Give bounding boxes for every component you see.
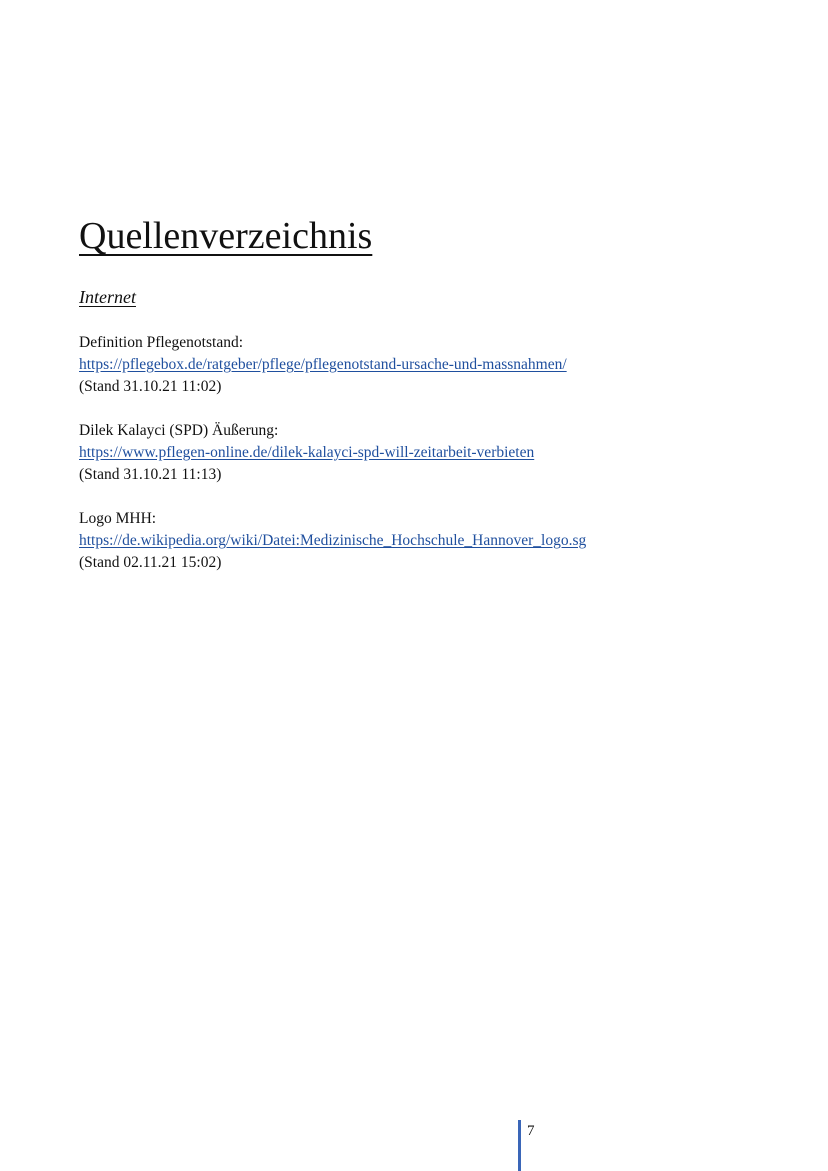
- source-list: [79, 332, 779, 596]
- section-heading-internet: Internet: [79, 287, 136, 307]
- source-entry: [79, 420, 779, 486]
- page-title: Quellenverzeichnis: [79, 215, 373, 257]
- source-access-date: (Stand 02.11.21 15:02): [79, 554, 222, 571]
- source-label: Logo MHH:: [79, 510, 157, 527]
- source-access-date: (Stand 31.10.21 11:02): [79, 378, 222, 395]
- source-link[interactable]: https://www.pflegen-online.de/dilek-kalayci-spd-will-zeitarbeit-verbieten: [79, 444, 535, 461]
- source-entry: [79, 332, 779, 398]
- page-number: 7: [527, 1123, 535, 1139]
- source-label: Dilek Kalayci (SPD) Äußerung:: [79, 422, 279, 439]
- page-number-bar: [518, 1120, 521, 1171]
- source-link[interactable]: https://de.wikipedia.org/wiki/Datei:Medizinische_Hochschule_Hannover_logo.sg: [79, 532, 587, 549]
- source-link[interactable]: https://pflegebox.de/ratgeber/pflege/pflegenotstand-ursache-und-massnahmen/: [79, 356, 567, 373]
- source-entry: [79, 508, 779, 574]
- source-label: Definition Pflegenotstand:: [79, 334, 244, 351]
- source-access-date: (Stand 31.10.21 11:13): [79, 466, 222, 483]
